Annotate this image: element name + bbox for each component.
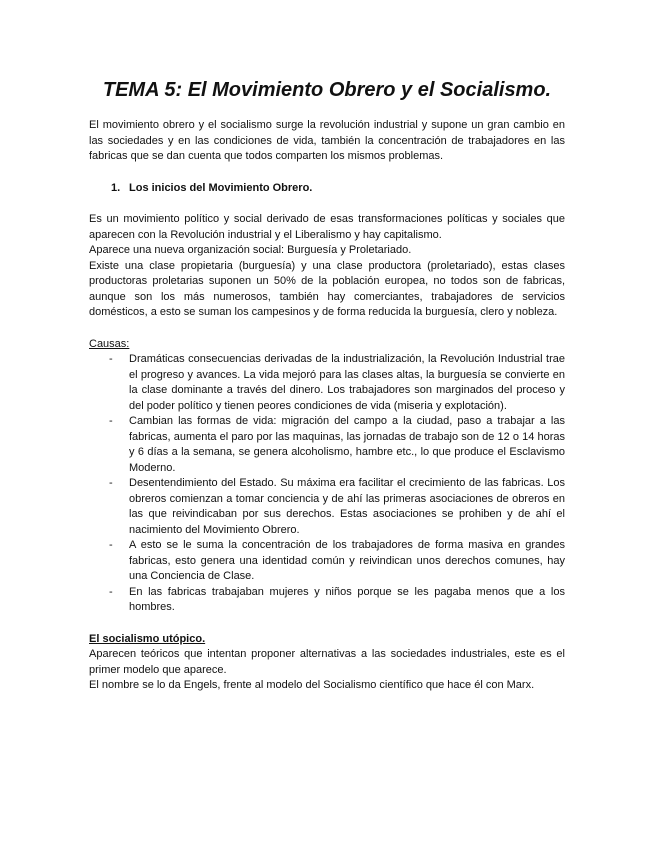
section-heading-text: Los inicios del Movimiento Obrero. <box>129 181 313 194</box>
section-heading-inicios <box>89 181 565 197</box>
section-number: 1. <box>111 181 121 194</box>
list-item: - Desentendimiento del Estado. Su máxima era facilitar el crecimiento de las fabricas. Los obreros comienzan a tomar conciencia y de ahí las primeras asociaciones de obreros en las que reivindicaban por sus derechos. Estas asociaciones se prohiben y de ahí el nacimiento del Movimiento Obrero. <box>109 477 565 536</box>
list-item: - En las fabricas trabajaban mujeres y niños porque se les pagaba menos que a los hombres. <box>109 585 565 613</box>
causas-list <box>89 352 565 616</box>
utopico-paragraph-1: Aparecen teóricos que intentan proponer alternativas a las sociedades industriales, este es el primer modelo que aparece. <box>89 648 565 676</box>
document-title: TEMA 5: El Movimiento Obrero y el Socialismo. <box>102 79 552 101</box>
utopico-heading: El socialismo utópico. <box>89 632 206 645</box>
document-page <box>89 78 565 694</box>
intro-paragraph: El movimiento obrero y el socialismo surge la revolución industrial y supone un gran cambio en las sociedades y en las condiciones de vida, también la concentración de trabajadores en las fabricas que se dan cuenta que todos comparten los mismos problemas. <box>89 119 565 162</box>
list-item: - A esto se le suma la concentración de los trabajadores de forma masiva en grandes fabricas, esto genera una identidad común y reivindican unos derechos comunes, hay una Conciencia de Clase. <box>109 539 565 582</box>
section1-paragraph-2: Aparece una nueva organización social: Burguesía y Proletariado. <box>89 244 412 256</box>
causas-label: Causas: <box>89 337 130 350</box>
section1-paragraph-3: Existe una clase propietaria (burguesía) y una clase productora (proletariado), estas clases productoras proletarias suponen un 50% de la población europea, no todos son de fabricas, aunque son los más numerosos, también hay comerciantes, trabajadores de servicios domésticos, a esto se suman los campesinos y de forma reducida la burguesía, clero y nobleza. <box>89 259 565 318</box>
utopico-paragraph-2: El nombre se lo da Engels, frente al modelo del Socialismo científico que hace él con Marx. <box>89 679 535 691</box>
list-item: - Dramáticas consecuencias derivadas de la industrialización, la Revolución Industrial trae el progreso y avances. La vida mejoró para las clases altas, la burguesía se convierte en la clase dominante a través del dinero. Los trabajadores son marginados del proceso y del poder político y tienen peores condiciones de vida (miseria y explotación). <box>109 353 565 412</box>
section1-paragraph-1: Es un movimiento político y social derivado de esas transformaciones políticas y sociales que aparecen con la Revolución industrial y el Liberalismo y hay capitalismo. <box>89 213 565 241</box>
list-item: - Cambian las formas de vida: migración del campo a la ciudad, paso a trabajar a las fabricas, aumenta el paro por las maquinas, las jornadas de trabajo son de 12 o 14 horas y 6 días a la semana, se genera alcoholismo, hambre etc., lo que produce el Esclavismo Moderno. <box>109 415 565 474</box>
